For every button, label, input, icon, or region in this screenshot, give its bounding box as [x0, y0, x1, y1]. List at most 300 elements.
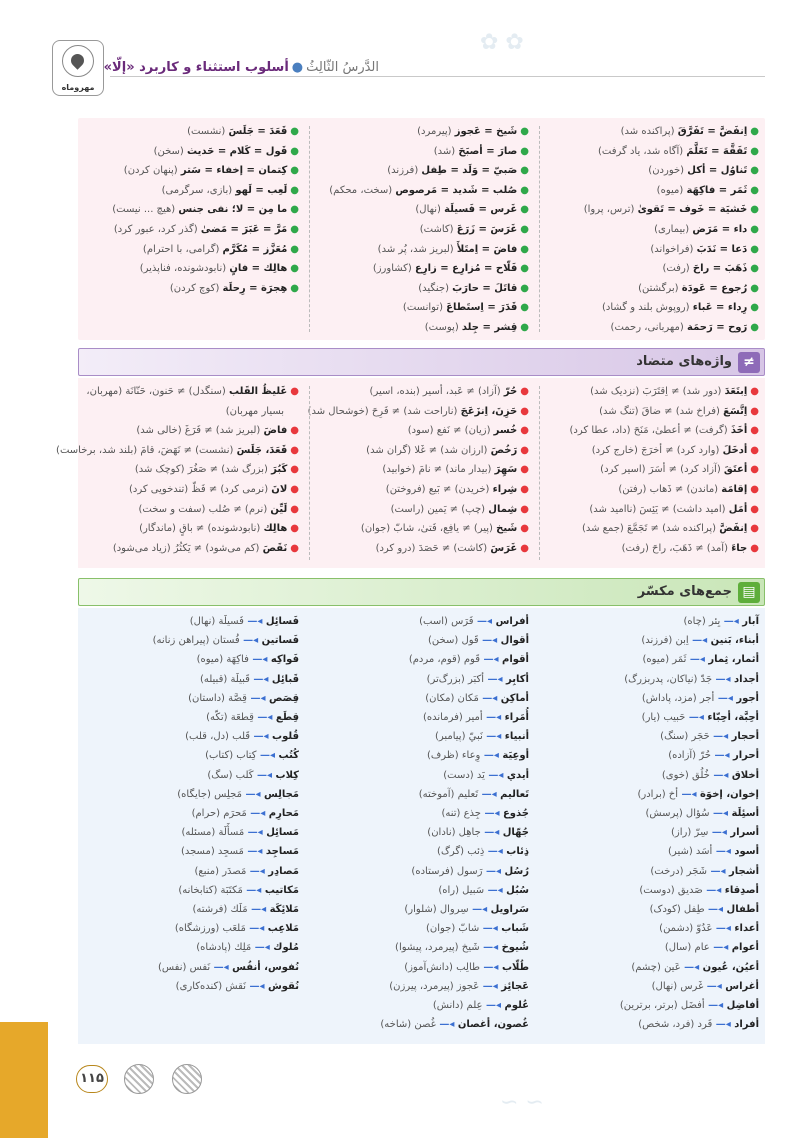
- plural-entry: [85, 612, 299, 631]
- entry-word: نَقَصَ: [262, 542, 288, 554]
- entry-word: كُتُب: [278, 750, 299, 762]
- bullet-icon: ●: [520, 263, 529, 275]
- entry-word: سَراويل: [490, 904, 529, 916]
- entry-word: أسئِلَة: [731, 808, 759, 820]
- arrow-icon: ◂—: [250, 731, 273, 743]
- entry-meaning: (پراکنده شد) ≠ تَجَمَّعَ (جمع شد): [581, 523, 717, 535]
- plural-entry: [549, 708, 759, 727]
- entry-word: صُلب = شَديد = مَرصوص: [395, 184, 518, 196]
- bullet-icon: ●: [520, 425, 529, 437]
- entry-word: داء = مَرَض: [692, 223, 748, 235]
- plural-entry: [319, 804, 529, 823]
- entry-word: ثَمَر = فاكِهَة: [686, 184, 748, 196]
- logo-text: مهروماه: [61, 83, 95, 92]
- entry-meaning: جَدّ (نیاکان، پدربزرگ): [624, 673, 713, 685]
- entry-word: فَلّاح = مُزارِع = زارِع: [415, 263, 518, 275]
- entry-word: هالِك: [263, 523, 288, 535]
- entry-meaning: (ارزان شد) ≠ غَلا (گران شد): [366, 444, 488, 456]
- entry-word: فَسائِل: [265, 616, 299, 627]
- vocab-entry: [319, 519, 529, 539]
- vocab-entry: [549, 181, 759, 201]
- arrow-icon: ◂—: [484, 884, 507, 896]
- page-edge-tab: [0, 1022, 48, 1138]
- vocab-entry: [549, 220, 759, 240]
- arrow-icon: ◂—: [246, 865, 269, 877]
- plural-entry: [549, 919, 759, 938]
- vocab-entry: [319, 161, 529, 181]
- entry-meaning: (ناراحت شد) ≠ فَرِحَ (خوشحال شد): [307, 405, 458, 417]
- bullet-icon: ●: [750, 145, 759, 157]
- entry-word: رَخُصَ: [490, 444, 518, 456]
- entry-meaning: (سخت، محکم): [329, 184, 393, 196]
- plural-entry: [85, 977, 299, 996]
- bullet-icon: ●: [750, 165, 759, 177]
- plural-entry: [319, 823, 529, 842]
- vocab-entry: [549, 539, 759, 559]
- plural-entry: [319, 996, 529, 1015]
- bullet-icon: ●: [520, 282, 529, 294]
- entry-word: هالِك = فانٍ: [229, 263, 288, 275]
- arrow-icon: ◂—: [708, 827, 731, 839]
- bullet-icon: ●: [520, 126, 529, 137]
- bullet-icon: ●: [290, 483, 299, 495]
- entry-meaning: (میوه): [656, 184, 684, 196]
- entry-word: أعتَقَ: [723, 464, 748, 476]
- entry-meaning: رَسول (فرستاده): [411, 865, 483, 877]
- vocab-entry: [85, 181, 299, 201]
- arrow-icon: ◂—: [707, 865, 730, 877]
- bullet-icon: ●: [520, 145, 529, 157]
- entry-word: غَليظُ القَلب: [229, 386, 288, 397]
- plural-entry: [319, 689, 529, 708]
- decorative-circle-icon: [124, 1064, 154, 1094]
- entry-word: شُيوخ: [501, 942, 529, 954]
- vocab-entry: [319, 539, 529, 559]
- arrow-icon: ◂—: [709, 942, 732, 954]
- plural-entry: [85, 804, 299, 823]
- entry-word: أقوال: [500, 635, 529, 647]
- plural-entry: [549, 689, 759, 708]
- entry-word: خُسر: [493, 425, 518, 437]
- entry-meaning: أمير (فرمانده): [423, 712, 483, 724]
- bullet-icon: ●: [520, 444, 529, 456]
- plural-entry: [85, 631, 299, 650]
- entry-meaning: (نرم) ≠ صُلب (سفت و سخت): [138, 503, 268, 515]
- entry-meaning: قِطعَة (تکّه): [206, 712, 254, 724]
- entry-word: أفاضِل: [726, 1000, 759, 1012]
- entry-meaning: (نشست): [187, 126, 226, 137]
- plurals-col-3: [85, 612, 299, 1040]
- vocab-entry: [319, 142, 529, 162]
- vocab-entry: [319, 220, 529, 240]
- entry-word: اِبتَعَدَ: [724, 386, 748, 397]
- arrow-icon: ◂—: [712, 846, 735, 858]
- entry-word: أعداء: [734, 923, 759, 935]
- arrow-icon: ◂—: [210, 961, 233, 973]
- bullet-icon: ●: [750, 386, 759, 397]
- plural-entry: [319, 708, 529, 727]
- lesson-label: الدَّرسُ الثّالِثُ: [306, 60, 379, 75]
- entry-word: اِنفَضَّ: [719, 523, 748, 535]
- arrow-icon: ◂—: [482, 865, 505, 877]
- entry-word: ذَهَبَ = راحَ: [692, 263, 748, 275]
- arrow-icon: ◂—: [251, 942, 274, 954]
- plural-entry: [549, 996, 759, 1015]
- plural-entry: [85, 766, 299, 785]
- bullet-icon: ●: [290, 282, 299, 294]
- entry-word: قُلوب: [272, 731, 299, 743]
- entry-word: أصدِقاء: [724, 884, 759, 896]
- entry-word: كِتمان = إخفاء = سَتر: [180, 165, 288, 177]
- entry-meaning: (کاشت) ≠ حَصَدَ (درو کرد): [375, 542, 488, 554]
- entry-word: أسرار: [730, 827, 759, 839]
- vocab-entry: [549, 298, 759, 318]
- arrow-icon: ◂—: [685, 712, 708, 724]
- entry-word: غُصون، أغصان: [457, 1019, 529, 1031]
- vocab-entry: [549, 318, 759, 338]
- entry-meaning: (بیماری): [654, 223, 690, 235]
- plural-entry: [319, 650, 529, 669]
- arrow-icon: ◂—: [678, 788, 701, 800]
- bullet-icon: ●: [290, 145, 299, 157]
- plurals-col-2: [319, 612, 529, 1040]
- arrow-icon: ◂—: [702, 884, 725, 896]
- vocab-entry: [319, 318, 529, 338]
- entry-word: خَشيَة = خَوف = تَقوىٰ: [637, 204, 748, 216]
- entry-word: أدخَلَ: [722, 444, 748, 456]
- bullet-icon: ●: [520, 542, 529, 554]
- entry-word: أسود: [734, 846, 759, 858]
- bullet-icon: ●: [290, 503, 299, 515]
- arrow-icon: ◂—: [245, 980, 268, 992]
- entry-meaning: (امید داشت) ≠ يَئِسَ (ناامید شد): [589, 503, 726, 515]
- antonyms-col-1: [549, 382, 759, 564]
- vocab-entry: [85, 122, 299, 142]
- entry-meaning: اِبن (فرزند): [641, 635, 689, 647]
- entry-meaning: (کوچ کردن): [169, 282, 220, 294]
- vocab-entry: [85, 382, 299, 402]
- bullet-icon: ●: [750, 321, 759, 333]
- page-header: [0, 52, 805, 92]
- plural-entry: [549, 881, 759, 900]
- butterfly-icon: [62, 45, 94, 77]
- entry-meaning: فَسيلَة (نهال): [189, 616, 244, 627]
- entry-meaning: (نرمی کرد) ≠ فَظّ (تندخویی کرد): [128, 483, 269, 495]
- arrow-icon: ◂—: [482, 1000, 505, 1012]
- entry-meaning: (پراکنده شد): [620, 126, 675, 137]
- entry-word: نُفوس، أنفُس: [232, 961, 299, 973]
- bullet-icon: ●: [750, 243, 759, 255]
- bullet-icon: ●: [290, 223, 299, 235]
- plural-entry: [85, 785, 299, 804]
- entry-word: أخلاق: [731, 769, 759, 781]
- entry-meaning: مَلعَب (ورزشگاه): [174, 923, 246, 935]
- entry-word: دَعا = نَدَبَ: [696, 243, 748, 255]
- arrow-icon: ◂—: [435, 1019, 458, 1031]
- entry-meaning: سِروال (شلوار): [404, 904, 469, 916]
- entry-meaning: (توانست): [402, 302, 443, 314]
- bullet-icon: ●: [520, 165, 529, 177]
- arrow-icon: ◂—: [484, 769, 507, 781]
- entry-word: قِشر = جِلد: [461, 321, 518, 333]
- plural-entry: [549, 727, 759, 746]
- entry-word: مَلائِكَة: [269, 904, 299, 916]
- entry-word: لَيِّن: [270, 503, 288, 515]
- plural-entry: [549, 842, 759, 861]
- antonyms-col-2: [307, 382, 529, 564]
- bullet-icon: ●: [750, 425, 759, 437]
- arrow-icon: ◂—: [720, 616, 743, 627]
- entry-meaning: عَجوز (پیرمرد، پیرزن): [389, 980, 480, 992]
- entry-meaning: (مهربانی، رحمت): [610, 321, 684, 333]
- plural-entry: [549, 631, 759, 650]
- bullet-icon: ●: [290, 126, 299, 137]
- synonyms-col-1: [549, 122, 759, 336]
- plural-entry: [549, 938, 759, 957]
- entry-word: اِتَّسَعَ: [723, 405, 748, 417]
- entry-word: لَعِب = لَهو: [235, 184, 288, 196]
- arrow-icon: ◂—: [484, 846, 507, 858]
- vocab-entry: [549, 122, 759, 142]
- entry-meaning: (نابودشونده) ≠ باقٍ (ماندگار): [139, 523, 261, 535]
- arrow-icon: ◂—: [480, 808, 503, 820]
- synonyms-col-2: [319, 122, 529, 336]
- entry-meaning: جاهِل (نادان): [427, 827, 481, 839]
- vocab-entry: [85, 460, 299, 480]
- entry-word: أفراد: [734, 1019, 759, 1031]
- entry-meaning: (پیر) ≠ يافِع، فَتىٰ، شابّ (جوان): [360, 523, 493, 535]
- entry-word: أُمَراء: [504, 712, 529, 724]
- entry-meaning: مَحرَم (حرام): [191, 808, 247, 820]
- plural-entry: [549, 862, 759, 881]
- entry-word: أوعِيَة: [502, 750, 529, 762]
- entry-meaning: (نشست) ≠ نَهَضَ، قامَ (بلند شد، برخاست): [56, 444, 234, 456]
- vocab-entry: [85, 220, 299, 240]
- entry-word: أشجار: [729, 865, 759, 877]
- entry-meaning: (دور شد) ≠ اِقتَرَبَ (نزدیک شد): [590, 386, 722, 397]
- bullet-icon: ●: [290, 386, 299, 397]
- entry-meaning: (بازی، سرگرمی): [161, 184, 233, 196]
- entry-meaning: (ترس، پروا): [583, 204, 635, 216]
- decorative-doodle: ✿ ✿: [480, 30, 524, 55]
- entry-word: أخَذَ: [730, 425, 748, 437]
- broken-plurals-section-header: [78, 578, 765, 606]
- vocab-entry: [319, 298, 529, 318]
- plural-entry: [85, 900, 299, 919]
- plural-entry: [549, 823, 759, 842]
- plural-entry: [549, 900, 759, 919]
- arrow-icon: ◂—: [241, 788, 264, 800]
- entry-word: قَعَدَ، جَلَسَ: [236, 444, 288, 456]
- plural-entry: [319, 785, 529, 804]
- bullet-icon: ●: [290, 464, 299, 476]
- entry-word: أفراس: [495, 616, 529, 627]
- page-number: ۱۱۵: [76, 1065, 108, 1093]
- entry-meaning: مَسأَلَة (مسئله): [181, 827, 245, 839]
- bullet-icon: ●: [520, 204, 529, 216]
- bullet-icon: ●: [290, 243, 299, 255]
- arrow-icon: ◂—: [709, 769, 732, 781]
- entry-meaning: أخ (برادر): [637, 788, 679, 800]
- plural-entry: [549, 670, 759, 689]
- entry-meaning: غُصن (شاخه): [380, 1019, 436, 1031]
- vocab-entry: [549, 240, 759, 260]
- entry-word: قاتَلَ = حارَبَ: [452, 282, 518, 294]
- entry-meaning: عِلم (دانش): [432, 1000, 483, 1012]
- plural-entry: [319, 842, 529, 861]
- entry-meaning: شَجَر (درخت): [650, 865, 708, 877]
- dot-icon: ●: [291, 60, 304, 75]
- bullet-icon: ●: [750, 523, 759, 535]
- entry-meaning: تَعليم (آموخته): [418, 788, 479, 800]
- entry-meaning: مَكتَبَة (کتابخانه): [178, 884, 243, 896]
- arrow-icon: ◂—: [686, 654, 709, 666]
- entry-word: اِنفَضَّ = تَفَرَّقَ: [677, 126, 748, 137]
- plural-entry: [85, 919, 299, 938]
- decorative-circle-icon: [172, 1064, 202, 1094]
- entry-meaning: قَول (سخن): [428, 635, 479, 647]
- entry-word: أعيُن، عُيون: [702, 961, 759, 973]
- column-divider: [539, 126, 540, 332]
- arrow-icon: ◂—: [246, 808, 269, 820]
- entry-meaning: بِئر (چاه): [683, 616, 721, 627]
- entry-word: مَساجِد: [265, 846, 299, 858]
- entry-meaning: ذِئب (گرگ): [437, 846, 485, 858]
- plural-entry: [85, 958, 299, 977]
- entry-meaning: ثَمَر (میوه): [642, 654, 687, 666]
- synonyms-box: [78, 118, 765, 340]
- entry-word: مَحارِم: [268, 808, 299, 820]
- entry-word: أماكِن: [500, 692, 529, 704]
- entry-meaning: حَبيب (یار): [641, 712, 686, 724]
- arrow-icon: ◂—: [704, 1000, 727, 1012]
- lesson-title: [98, 60, 385, 75]
- arrow-icon: ◂—: [248, 654, 271, 666]
- entry-meaning: مَلَك (فرشته): [192, 904, 248, 916]
- arrow-icon: ◂—: [712, 923, 735, 935]
- plural-entry: [319, 727, 529, 746]
- bullet-icon: ●: [520, 464, 529, 476]
- entry-meaning: (بزرگ شد) ≠ صَغُرَ (کوچک شد): [134, 464, 268, 476]
- entry-word: أعوام: [731, 942, 759, 954]
- plural-entry: [549, 785, 759, 804]
- entry-word: شِراء: [492, 483, 518, 495]
- bullet-icon: ●: [750, 464, 759, 476]
- vocab-entry: [319, 259, 529, 279]
- bullet-icon: ●: [520, 184, 529, 196]
- plural-entry: [319, 977, 529, 996]
- entry-word: أغراس: [725, 980, 759, 992]
- bullet-icon: ●: [750, 444, 759, 456]
- bullet-icon: ●: [520, 386, 529, 397]
- bullet-icon: ●: [290, 542, 299, 554]
- entry-word: تَعاليم: [500, 788, 529, 800]
- entry-word: آبار: [742, 616, 759, 627]
- vocab-entry: [85, 200, 299, 220]
- bullet-icon: ●: [520, 523, 529, 535]
- plural-entry: [85, 650, 299, 669]
- vocab-entry: [307, 402, 529, 422]
- arrow-icon: ◂—: [709, 808, 732, 820]
- broken-plurals-box: [78, 608, 765, 1044]
- entry-meaning: عام (سال): [664, 942, 710, 954]
- vocab-entry: [319, 441, 529, 461]
- entry-meaning: شابّ (جوان): [425, 923, 480, 935]
- plural-entry: [319, 862, 529, 881]
- entry-meaning: شَيخ (پیرمرد، پیشوا): [395, 942, 480, 954]
- arrow-icon: ◂—: [688, 635, 711, 647]
- arrow-icon: ◂—: [247, 904, 270, 916]
- entry-meaning: طِفل (کودک): [649, 904, 705, 916]
- plural-entry: [85, 823, 299, 842]
- entry-meaning: (چپ) ≠ يَمين (راست): [390, 503, 486, 515]
- column-divider: [539, 386, 540, 560]
- synonyms-col-3: [85, 122, 299, 336]
- entry-meaning: (هیچ ... نیست): [112, 204, 176, 216]
- entry-meaning: فَرَس (اسب): [419, 616, 474, 627]
- entry-meaning: (ماندن) ≠ ذَهاب (رفتن): [618, 483, 719, 495]
- vocab-entry: [319, 460, 529, 480]
- plural-entry: [549, 766, 759, 785]
- plurals-col-1: [549, 612, 759, 1040]
- entry-word: أقوام: [501, 654, 529, 666]
- entry-meaning: قَلب (دل، قلب): [185, 731, 251, 743]
- entry-meaning: (سخن): [153, 145, 184, 157]
- entry-meaning: عَدُوّ (دشمن): [659, 923, 713, 935]
- plural-entry: [85, 881, 299, 900]
- entry-meaning: طالِب (دانش‌آموز): [404, 961, 480, 973]
- vocab-entry: [549, 519, 759, 539]
- arrow-icon: ◂—: [479, 980, 502, 992]
- entry-word: صَبيّ = وَلَد = طِفل: [421, 165, 518, 177]
- entry-meaning: (نابودشونده، فناپذیر): [139, 263, 227, 275]
- vocab-entry: [319, 382, 529, 402]
- entry-word: سُبُل: [506, 884, 529, 896]
- entry-word: لانَ: [271, 483, 288, 495]
- entry-word: أحجار: [731, 731, 759, 743]
- vocab-entry: [319, 480, 529, 500]
- entry-meaning: (لبریز شد) ≠ فَرَغَ (خالی شد): [136, 425, 261, 437]
- entry-word: قَول = كَلام = حَديث: [187, 145, 288, 157]
- antonyms-box: [56, 378, 765, 568]
- plural-entry: [85, 746, 299, 765]
- entry-meaning: فَرد (فرد، شخص): [638, 1019, 713, 1031]
- entry-word: أنبياء: [504, 731, 529, 743]
- entry-meaning: كِتاب (کتاب): [205, 750, 257, 762]
- arrow-icon: ◂—: [703, 980, 726, 992]
- not-equal-icon: ≠: [738, 352, 760, 373]
- entry-word: غَرَسَ: [490, 542, 518, 554]
- antonyms-section-header: [78, 348, 765, 376]
- entry-word: جُذوع: [502, 808, 529, 820]
- entry-meaning: سُؤال (پرسش): [645, 808, 710, 820]
- vocab-entry: [549, 279, 759, 299]
- section-title: جمع‌های مکسّر: [637, 584, 732, 599]
- entry-word: مَرَّ = عَبَرَ = مَضىٰ: [200, 223, 288, 235]
- plural-entry: [319, 631, 529, 650]
- entry-meaning: (کم می‌شود) ≠ يَكثُرُ (زیاد می‌شود): [112, 542, 260, 554]
- vocab-entry: [549, 200, 759, 220]
- entry-meaning: فُستان (پیراهن زنانه): [152, 635, 240, 647]
- vocab-entry: [549, 500, 759, 520]
- vocab-entry: [549, 142, 759, 162]
- entry-word: فَساتين: [261, 635, 299, 647]
- lesson-topic: أسلوب استثناء و کاربرد «إلّا»: [103, 60, 289, 75]
- entry-word: قَعَدَ = جَلَسَ: [228, 126, 288, 137]
- arrow-icon: ◂—: [712, 673, 735, 685]
- entry-word: رَوح = رَحمَة: [687, 321, 748, 333]
- bullet-icon: ●: [750, 483, 759, 495]
